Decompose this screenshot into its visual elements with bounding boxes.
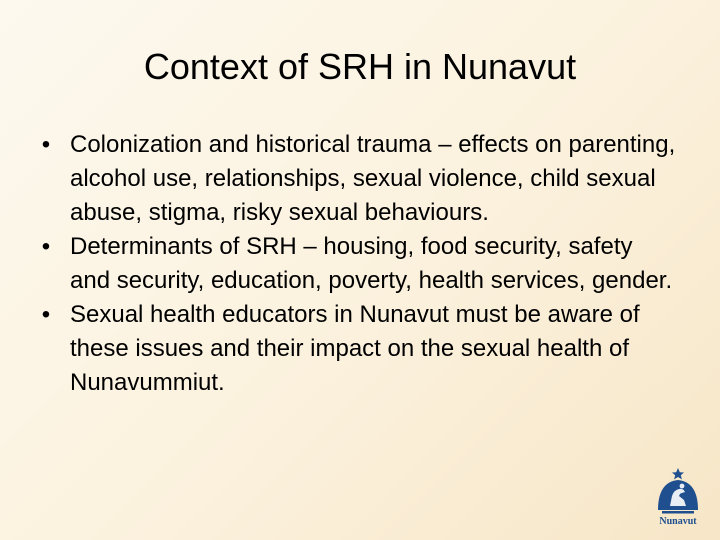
bullet-text: Colonization and historical trauma – effects on parenting, alcohol use, relationships, sexual violence, child sexual abuse, stigma, risky sexual behaviours.	[70, 131, 676, 226]
bullet-marker: •	[41, 301, 51, 328]
figure-head	[680, 484, 685, 489]
slide-title: Context of SRH in Nunavut	[143, 46, 577, 87]
bullet-item	[36, 230, 676, 298]
logo-wordmark: Nunavut	[659, 516, 697, 526]
star-icon	[672, 468, 684, 479]
bullet-text: Determinants of SRH – housing, food security, safety and security, education, poverty, health services, gender.	[70, 233, 673, 294]
bullet-item	[36, 128, 676, 230]
bullet-item	[36, 298, 676, 400]
bullet-text: Sexual health educators in Nunavut must be aware of these issues and their impact on the sexual health of Nunavummiut.	[70, 301, 640, 396]
bullet-marker: •	[41, 131, 51, 158]
bullet-marker: •	[41, 233, 51, 260]
nunavut-logo-icon	[652, 466, 704, 526]
syllabics-mark	[662, 511, 694, 514]
bullet-list	[36, 128, 676, 400]
